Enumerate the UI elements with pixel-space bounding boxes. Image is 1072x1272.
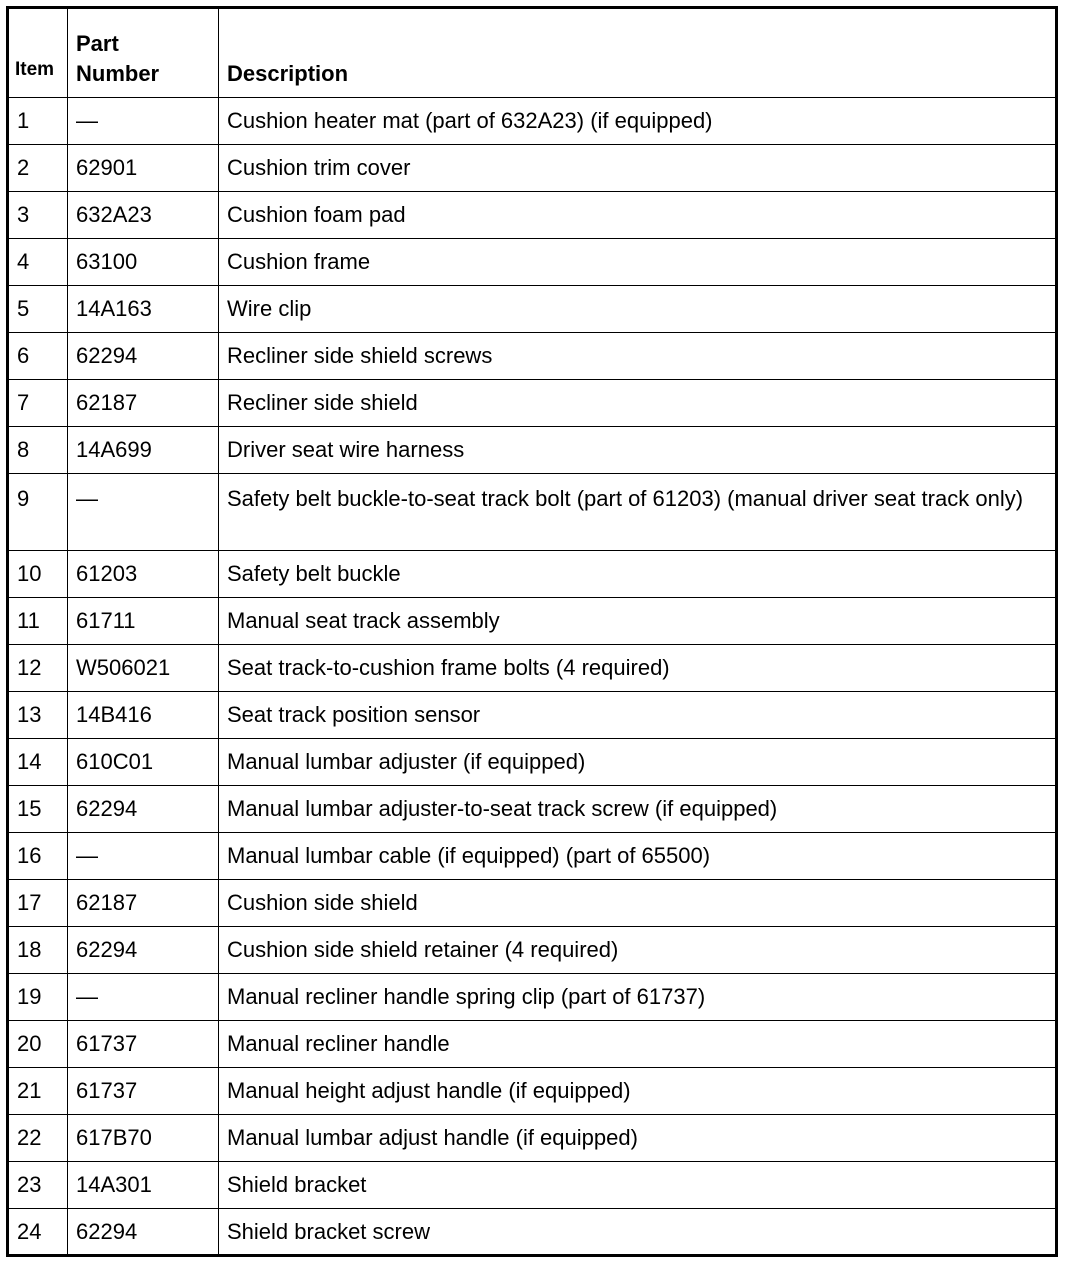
cell-description: Shield bracket screw [219,1209,1057,1256]
cell-item: 1 [8,98,68,145]
cell-part-number: 617B70 [68,1115,219,1162]
cell-description: Driver seat wire harness [219,427,1057,474]
cell-description: Manual lumbar cable (if equipped) (part of 65500) [219,833,1057,880]
table-row [8,880,1057,927]
header-part-line2: Number [76,61,160,86]
cell-item: 7 [8,380,68,427]
cell-description: Recliner side shield screws [219,333,1057,380]
cell-item: 8 [8,427,68,474]
cell-item: 19 [8,974,68,1021]
cell-description: Cushion frame [219,239,1057,286]
cell-description: Recliner side shield [219,380,1057,427]
cell-part-number: 62294 [68,927,219,974]
table-row [8,427,1057,474]
table-body [8,98,1057,1256]
cell-item: 4 [8,239,68,286]
table-row [8,645,1057,692]
cell-description: Cushion side shield [219,880,1057,927]
cell-part-number: 63100 [68,239,219,286]
cell-item: 20 [8,1021,68,1068]
cell-description: Shield bracket [219,1162,1057,1209]
cell-item: 6 [8,333,68,380]
cell-description: Manual recliner handle [219,1021,1057,1068]
table-row [8,927,1057,974]
table-row [8,380,1057,427]
cell-item: 18 [8,927,68,974]
cell-item: 11 [8,598,68,645]
cell-item: 22 [8,1115,68,1162]
cell-item: 23 [8,1162,68,1209]
table-row [8,1209,1057,1256]
cell-description: Manual lumbar adjuster-to-seat track screw (if equipped) [219,786,1057,833]
cell-item: 17 [8,880,68,927]
cell-part-number: 14A699 [68,427,219,474]
table-row [8,474,1057,551]
cell-description: Cushion heater mat (part of 632A23) (if equipped) [219,98,1057,145]
cell-part-number: 61203 [68,551,219,598]
cell-description: Cushion trim cover [219,145,1057,192]
cell-part-number: 62187 [68,880,219,927]
cell-description: Wire clip [219,286,1057,333]
cell-part-number: 62294 [68,333,219,380]
cell-item: 10 [8,551,68,598]
cell-description: Safety belt buckle-to-seat track bolt (part of 61203) (manual driver seat track only) [219,474,1057,551]
cell-description: Manual height adjust handle (if equipped) [219,1068,1057,1115]
header-description: Description [219,8,1057,98]
cell-item: 13 [8,692,68,739]
cell-item: 14 [8,739,68,786]
cell-description: Seat track position sensor [219,692,1057,739]
table-row [8,739,1057,786]
table-header [8,8,1057,98]
table-row [8,286,1057,333]
cell-item: 24 [8,1209,68,1256]
cell-part-number: 62901 [68,145,219,192]
cell-description: Manual recliner handle spring clip (part of 61737) [219,974,1057,1021]
cell-description: Seat track-to-cushion frame bolts (4 required) [219,645,1057,692]
table-row [8,598,1057,645]
table-row [8,833,1057,880]
cell-part-number: 62294 [68,786,219,833]
cell-part-number: 610C01 [68,739,219,786]
table-row [8,333,1057,380]
cell-item: 12 [8,645,68,692]
cell-part-number: 632A23 [68,192,219,239]
table-row [8,974,1057,1021]
table-row [8,692,1057,739]
table-row [8,551,1057,598]
cell-item: 5 [8,286,68,333]
table-row [8,1115,1057,1162]
cell-item: 3 [8,192,68,239]
cell-part-number: — [68,98,219,145]
cell-part-number: 14A301 [68,1162,219,1209]
cell-description: Safety belt buckle [219,551,1057,598]
cell-item: 9 [8,474,68,551]
table-row [8,1068,1057,1115]
table-row [8,1021,1057,1068]
cell-item: 16 [8,833,68,880]
cell-part-number: — [68,474,219,551]
cell-description: Cushion side shield retainer (4 required) [219,927,1057,974]
cell-description: Manual lumbar adjust handle (if equipped) [219,1115,1057,1162]
cell-part-number: 61711 [68,598,219,645]
table-row [8,98,1057,145]
header-item: Item [8,8,68,98]
cell-part-number: — [68,974,219,1021]
table-row [8,239,1057,286]
header-part-number [68,8,219,98]
cell-part-number: 14B416 [68,692,219,739]
table-row [8,786,1057,833]
table-row [8,1162,1057,1209]
header-part-line1: Part [76,31,119,56]
cell-item: 2 [8,145,68,192]
cell-part-number: — [68,833,219,880]
cell-description: Cushion foam pad [219,192,1057,239]
cell-part-number: W506021 [68,645,219,692]
cell-item: 21 [8,1068,68,1115]
cell-part-number: 62187 [68,380,219,427]
cell-part-number: 14A163 [68,286,219,333]
cell-part-number: 61737 [68,1021,219,1068]
parts-table [6,6,1058,1257]
table-row [8,192,1057,239]
table-row [8,145,1057,192]
cell-part-number: 61737 [68,1068,219,1115]
cell-item: 15 [8,786,68,833]
cell-description: Manual lumbar adjuster (if equipped) [219,739,1057,786]
header-row [8,8,1057,98]
cell-part-number: 62294 [68,1209,219,1256]
cell-description: Manual seat track assembly [219,598,1057,645]
